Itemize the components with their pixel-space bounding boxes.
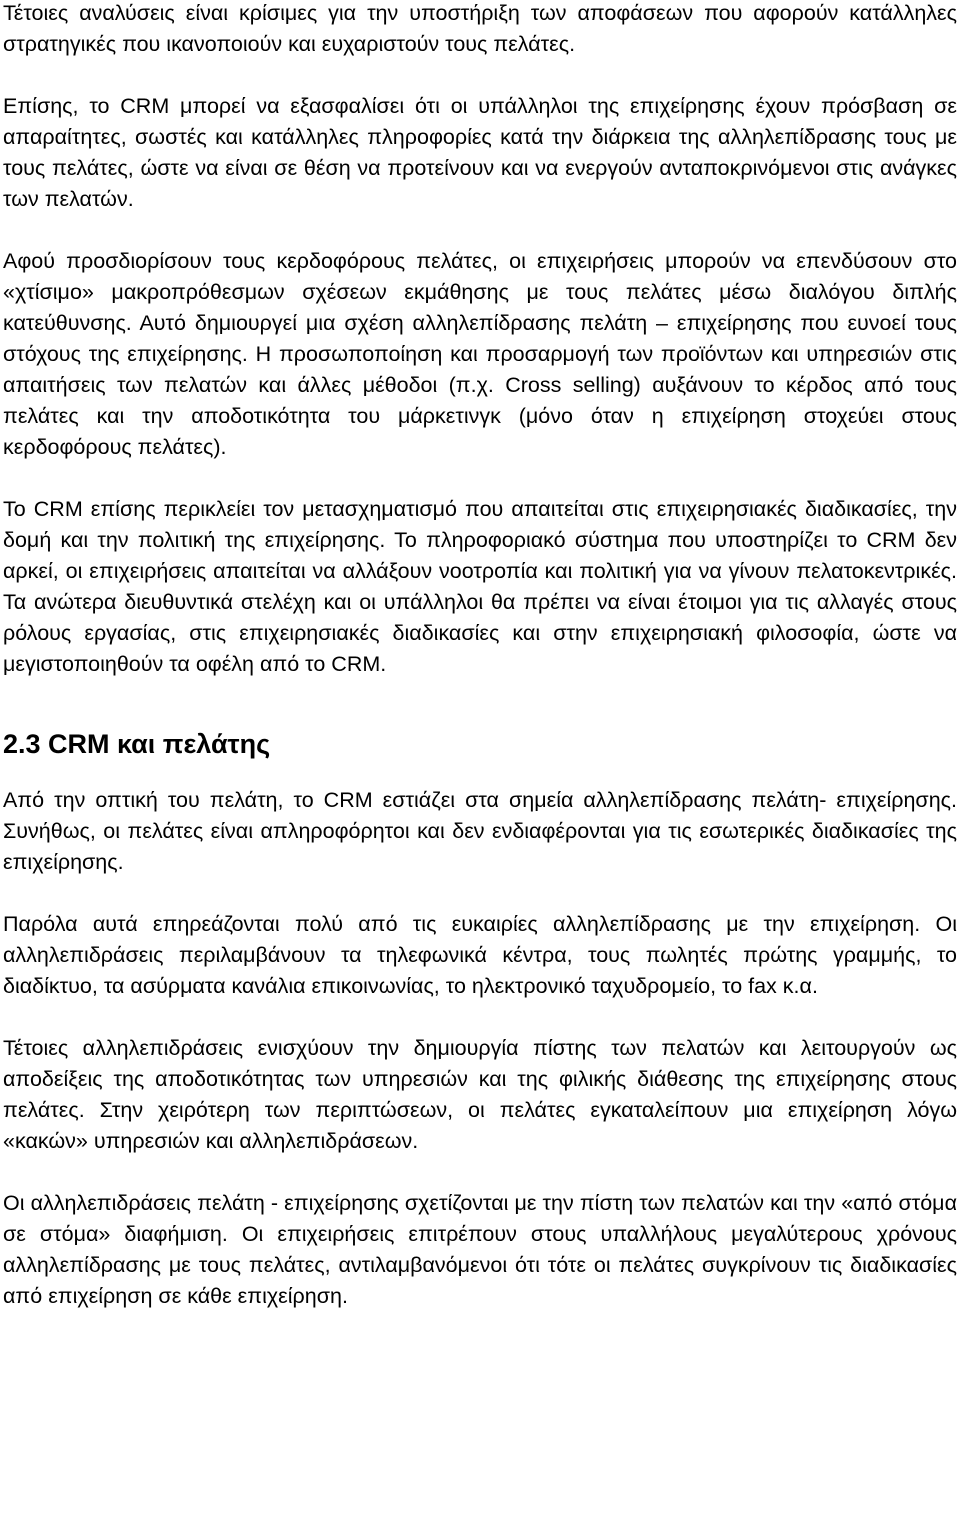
paragraph-profitable-customers: Αφού προσδιορίσουν τους κερδοφόρους πελάτες, οι επιχειρήσεις μπορούν να επενδύσουν στο «χτίσιμο» μακροπρόθεσμων σχέσεων εκμάθησης με τους πελάτες μέσω διαλόγου διπλής κατεύθυνσης. Αυτό δημιουργεί μια σχέση αλληλεπίδρασης πελάτη – επιχείρησης που ευνοεί τους στόχους της επιχείρησης. Η προσωποποίηση και προσαρμογή των προϊόντων και υπηρεσιών στις απαιτήσεις των πελατών και άλλες μέθοδοι (π.χ. Cross selling) αυξάνουν το κέρδος από τους πελάτες και την αποδοτικότητα του μάρκετινγκ (μόνο όταν η επιχείρηση στοχεύει στους κερδοφόρους πελάτες). bbox=[3, 249, 957, 459]
paragraph-customer-loyalty: Τέτοιες αλληλεπιδράσεις ενισχύουν την δημιουργία πίστης των πελατών και λειτουργούν ως αποδείξεις της αποδοτικότητας των υπηρεσιών και της φιλικής διάθεσης της επιχείρησης στους πελάτες. Στην χειρότερη των περιπτώσεων, οι πελάτες εγκαταλείπουν μια επιχείρηση λόγω «κακών» υπηρεσιών και αλληλεπιδράσεων. bbox=[3, 1036, 957, 1153]
paragraph-crm-transformation: Το CRM επίσης περικλείει τον μετασχηματισμό που απαιτείται στις επιχειρησιακές διαδικασίες, την δομή και την πολιτική της επιχείρησης. Το πληροφοριακό σύστημα που υποστηρίζει το CRM δεν αρκεί, οι επιχειρήσεις απαιτείται να αλλάξουν νοοτροπία και πολιτική για να γίνουν πελατοκεντρικές. Τα ανώτερα διευθυντικά στελέχη και οι υπάλληλοι θα πρέπει να είναι έτοιμοι για τις αλλαγές στους ρόλους εργασίας, στις επιχειρησιακές διαδικασίες και στην επιχειρησιακή φιλοσοφία, ώστε να μεγιστοποιηθούν τα οφέλη από το CRM. bbox=[3, 497, 957, 676]
paragraph-customer-perspective: Από την οπτική του πελάτη, το CRM εστιάζει στα σημεία αλληλεπίδρασης πελάτη- επιχείρησης. Συνήθως, οι πελάτες είναι απληροφόρητοι και δεν ενδιαφέρονται για τις εσωτερικές διαδικασίες της επιχείρησης. bbox=[3, 788, 957, 874]
section-heading: 2.3 CRM και πελάτης bbox=[3, 729, 271, 759]
paragraph-interaction-channels: Παρόλα αυτά επηρεάζονται πολύ από τις ευκαιρίες αλληλεπίδρασης με την επιχείρηση. Οι αλληλεπιδράσεις περιλαμβάνουν τα τηλεφωνικά κέντρα, τους πωλητές πρώτης γραμμής, το διαδίκτυο, τα ασύρματα κανάλια επικοινωνίας, το ηλεκτρονικό ταχυδρομείο, το fax κ.α. bbox=[3, 912, 957, 998]
document-page bbox=[3, 0, 957, 1312]
paragraph-word-of-mouth: Οι αλληλεπιδράσεις πελάτη - επιχείρησης σχετίζονται με την πίστη των πελατών και την «από στόμα σε στόμα» διαφήμιση. Οι επιχειρήσεις επιτρέπουν στους υπαλλήλους μεγαλύτερους χρόνους αλληλεπίδρασης με τους πελάτες, αντιλαμβανόμενοι ότι τότε οι πελάτες συγκρίνουν τις διαδικασίες από επιχείρηση σε κάθε επιχείρηση. bbox=[3, 1191, 957, 1308]
paragraph-decision-support: Τέτοιες αναλύσεις είναι κρίσιμες για την υποστήριξη των αποφάσεων που αφορούν κατάλληλες στρατηγικές που ικανοποιούν και ευχαριστούν τους πελάτες. bbox=[3, 1, 957, 56]
paragraph-employee-access: Επίσης, το CRM μπορεί να εξασφαλίσει ότι οι υπάλληλοι της επιχείρησης έχουν πρόσβαση σε απαραίτητες, σωστές και κατάλληλες πληροφορίες κατά την διάρκεια της αλληλεπίδρασης τους με τους πελάτες, ώστε να είναι σε θέση να προτείνουν και να ενεργούν ανταποκρινόμενοι στις ανάγκες των πελατών. bbox=[3, 94, 957, 211]
